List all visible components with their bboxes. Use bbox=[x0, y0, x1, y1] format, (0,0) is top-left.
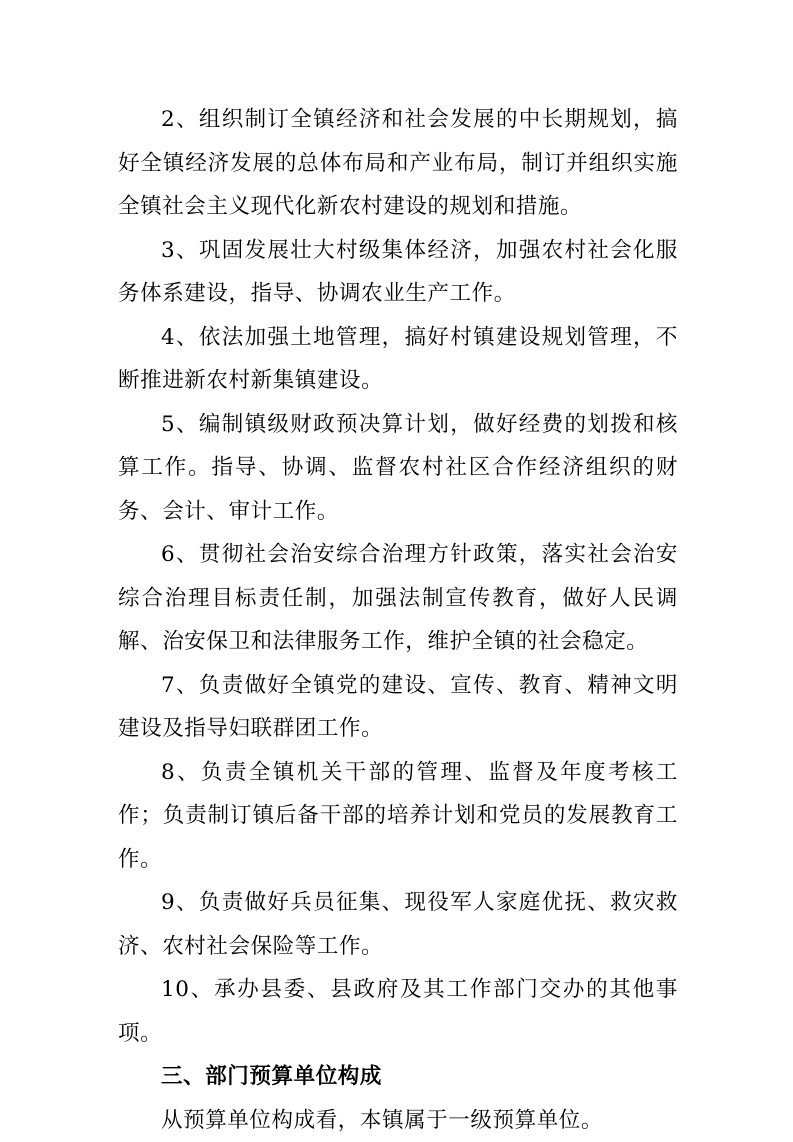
paragraph-item-6: 6、贯彻社会治安综合治理方针政策，落实社会治安综合治理目标责任制，加强法制宣传教育，做好人民调解、治安保卫和法律服务工作，维护全镇的社会稳定。 bbox=[118, 533, 678, 664]
document-page bbox=[118, 98, 678, 1142]
paragraph-item-8: 8、负责全镇机关干部的管理、监督及年度考核工作；负责制订镇后备干部的培养计划和党员的发展教育工作。 bbox=[118, 751, 678, 882]
paragraph-item-10: 10、承办县委、县政府及其工作部门交办的其他事项。 bbox=[118, 968, 678, 1055]
paragraph-item-2: 2、组织制订全镇经济和社会发展的中长期规划，搞好全镇经济发展的总体布局和产业布局，制订并组织实施全镇社会主义现代化新农村建设的规划和措施。 bbox=[118, 98, 678, 229]
paragraph-item-3: 3、巩固发展壮大村级集体经济，加强农村社会化服务体系建设，指导、协调农业生产工作。 bbox=[118, 229, 678, 316]
paragraph-item-5: 5、编制镇级财政预决算计划，做好经费的划拨和核算工作。指导、协调、监督农村社区合作经济组织的财务、会计、审计工作。 bbox=[118, 403, 678, 534]
paragraph-item-9: 9、负责做好兵员征集、现役军人家庭优抚、救灾救济、农村社会保险等工作。 bbox=[118, 881, 678, 968]
paragraph-item-7: 7、负责做好全镇党的建设、宣传、教育、精神文明建设及指导妇联群团工作。 bbox=[118, 664, 678, 751]
paragraph-item-4: 4、依法加强土地管理，搞好村镇建设规划管理，不断推进新农村新集镇建设。 bbox=[118, 316, 678, 403]
section-text: 从预算单位构成看，本镇属于一级预算单位。 bbox=[118, 1099, 678, 1142]
section-heading: 三、部门预算单位构成 bbox=[118, 1055, 678, 1099]
